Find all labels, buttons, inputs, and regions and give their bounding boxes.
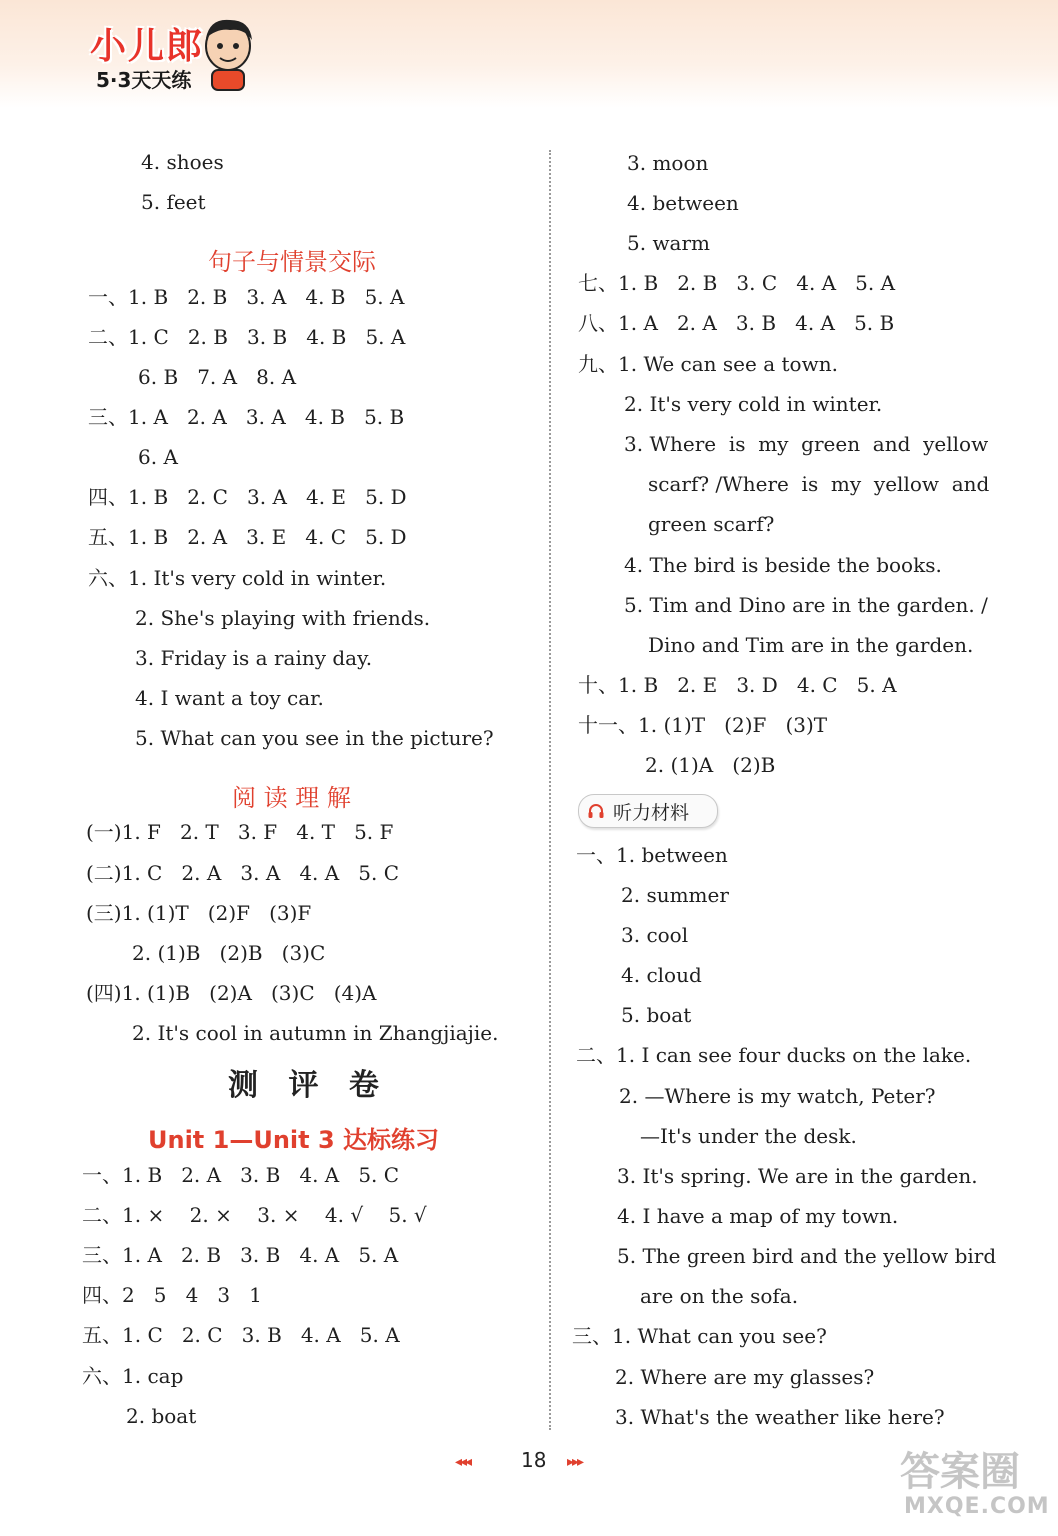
answer-line: 2. (1)A (2)B	[645, 753, 776, 777]
answer-line: 八、1. A 2. A 3. B 4. A 5. B	[578, 311, 895, 335]
answer-line: 2. It's very cold in winter.	[624, 392, 883, 416]
answer-line: 4. between	[627, 191, 739, 215]
answer-line: 4. The bird is beside the books.	[624, 553, 942, 577]
answer-line: 4. I have a map of my town.	[617, 1204, 899, 1228]
answer-line: 4. I want a toy car.	[135, 686, 324, 710]
prev-arrows-icon: ◂◂◂	[455, 1454, 471, 1470]
answer-line: 3. cool	[621, 923, 689, 947]
answer-line: 十、1. B 2. E 3. D 4. C 5. A	[578, 673, 897, 697]
answer-line: (二)1. C 2. A 3. A 4. A 5. C	[86, 861, 400, 885]
answer-line: are on the sofa.	[640, 1284, 799, 1308]
answer-line: 2. She's playing with friends.	[135, 606, 431, 630]
answer-line: 5. The green bird and the yellow bird	[617, 1244, 997, 1268]
answer-line: 5. feet	[141, 190, 206, 214]
answer-line: Dino and Tim are in the garden.	[648, 633, 974, 657]
mascot-icon	[200, 16, 256, 92]
unit-title: Unit 1—Unit 3 达标练习	[148, 1126, 440, 1154]
section-title-reading: 阅 读 理 解	[232, 784, 351, 812]
answer-line: 九、1. We can see a town.	[578, 352, 838, 376]
answer-line: 2. —Where is my watch, Peter?	[619, 1084, 936, 1108]
answer-line: 七、1. B 2. B 3. C 4. A 5. A	[578, 271, 896, 295]
answer-line: 2. summer	[621, 883, 729, 907]
answer-line: 5. boat	[621, 1003, 692, 1027]
answer-line: —It's under the desk.	[640, 1124, 857, 1148]
answer-line: 3. Friday is a rainy day.	[135, 646, 373, 670]
watermark	[900, 1440, 1050, 1530]
answer-line: 6. A	[138, 445, 178, 469]
answer-line: 3. What's the weather like here?	[615, 1405, 945, 1429]
answer-line: (三)1. (1)T (2)F (3)F	[86, 901, 312, 925]
answer-line: green scarf?	[648, 512, 775, 536]
answer-line: 3. moon	[627, 151, 709, 175]
answer-line: (一)1. F 2. T 3. F 4. T 5. F	[86, 820, 394, 844]
answer-line: 六、1. It's very cold in winter.	[88, 566, 387, 590]
answer-line: 2. (1)B (2)B (3)C	[132, 941, 326, 965]
answer-line: 5. Tim and Dino are in the garden. /	[624, 593, 988, 617]
answer-line: 二、1. C 2. B 3. B 4. B 5. A	[88, 325, 406, 349]
page-number: 18	[521, 1448, 547, 1472]
brand-logo: 小儿郎	[90, 26, 205, 67]
section-title-sentences: 句子与情景交际	[208, 248, 376, 276]
next-arrows-icon: ▸▸▸	[567, 1454, 583, 1470]
answer-line: 5. What can you see in the picture?	[135, 726, 494, 750]
headphones-icon	[587, 802, 605, 820]
answer-line: 三、1. What can you see?	[572, 1324, 827, 1348]
listening-material-badge	[578, 794, 718, 828]
answer-line: 6. B 7. A 8. A	[138, 365, 297, 389]
answer-line: 2. It's cool in autumn in Zhangjiajie.	[132, 1021, 499, 1045]
answer-line: 2. Where are my glasses?	[615, 1365, 875, 1389]
answer-line: 3. Where is my green and yellow	[624, 432, 989, 456]
series-name: 5·3天天练	[96, 68, 192, 92]
answer-line: 一、1. B 2. B 3. A 4. B 5. A	[88, 285, 405, 309]
answer-line: 4. cloud	[621, 963, 702, 987]
watermark-text: 答案圈	[900, 1449, 1020, 1495]
answer-line: 5. warm	[627, 231, 711, 255]
answer-line: 一、1. between	[576, 843, 728, 867]
answer-line: 一、1. B 2. A 3. B 4. A 5. C	[82, 1163, 400, 1187]
answer-line: 三、1. A 2. A 3. A 4. B 5. B	[88, 405, 405, 429]
answer-line: (四)1. (1)B (2)A (3)C (4)A	[86, 981, 377, 1005]
watermark-url: MXQE.COM	[904, 1494, 1050, 1519]
answer-line: 2. boat	[126, 1404, 197, 1428]
listening-material-label: 听力材料	[613, 802, 690, 824]
answer-line: 五、1. C 2. C 3. B 4. A 5. A	[82, 1323, 400, 1347]
answer-line: 十一、1. (1)T (2)F (3)T	[578, 713, 828, 737]
answer-line: 二、1. I can see four ducks on the lake.	[576, 1043, 972, 1067]
answer-line: 六、1. cap	[82, 1364, 184, 1388]
answer-line: 五、1. B 2. A 3. E 4. C 5. D	[88, 525, 407, 549]
answer-line: 4. shoes	[141, 150, 224, 174]
answer-line: 二、1. × 2. × 3. × 4. √ 5. √	[82, 1203, 427, 1227]
page-header	[0, 0, 1058, 108]
column-divider	[549, 150, 551, 1430]
answer-line: 四、1. B 2. C 3. A 4. E 5. D	[88, 485, 407, 509]
answer-line: 3. It's spring. We are in the garden.	[617, 1164, 978, 1188]
section-title-tests: 测 评 卷	[228, 1068, 389, 1103]
answer-line: 四、2 5 4 3 1	[82, 1283, 262, 1307]
answer-line: scarf? /Where is my yellow and	[648, 472, 990, 496]
answer-line: 三、1. A 2. B 3. B 4. A 5. A	[82, 1243, 399, 1267]
page-footer	[455, 1448, 615, 1476]
